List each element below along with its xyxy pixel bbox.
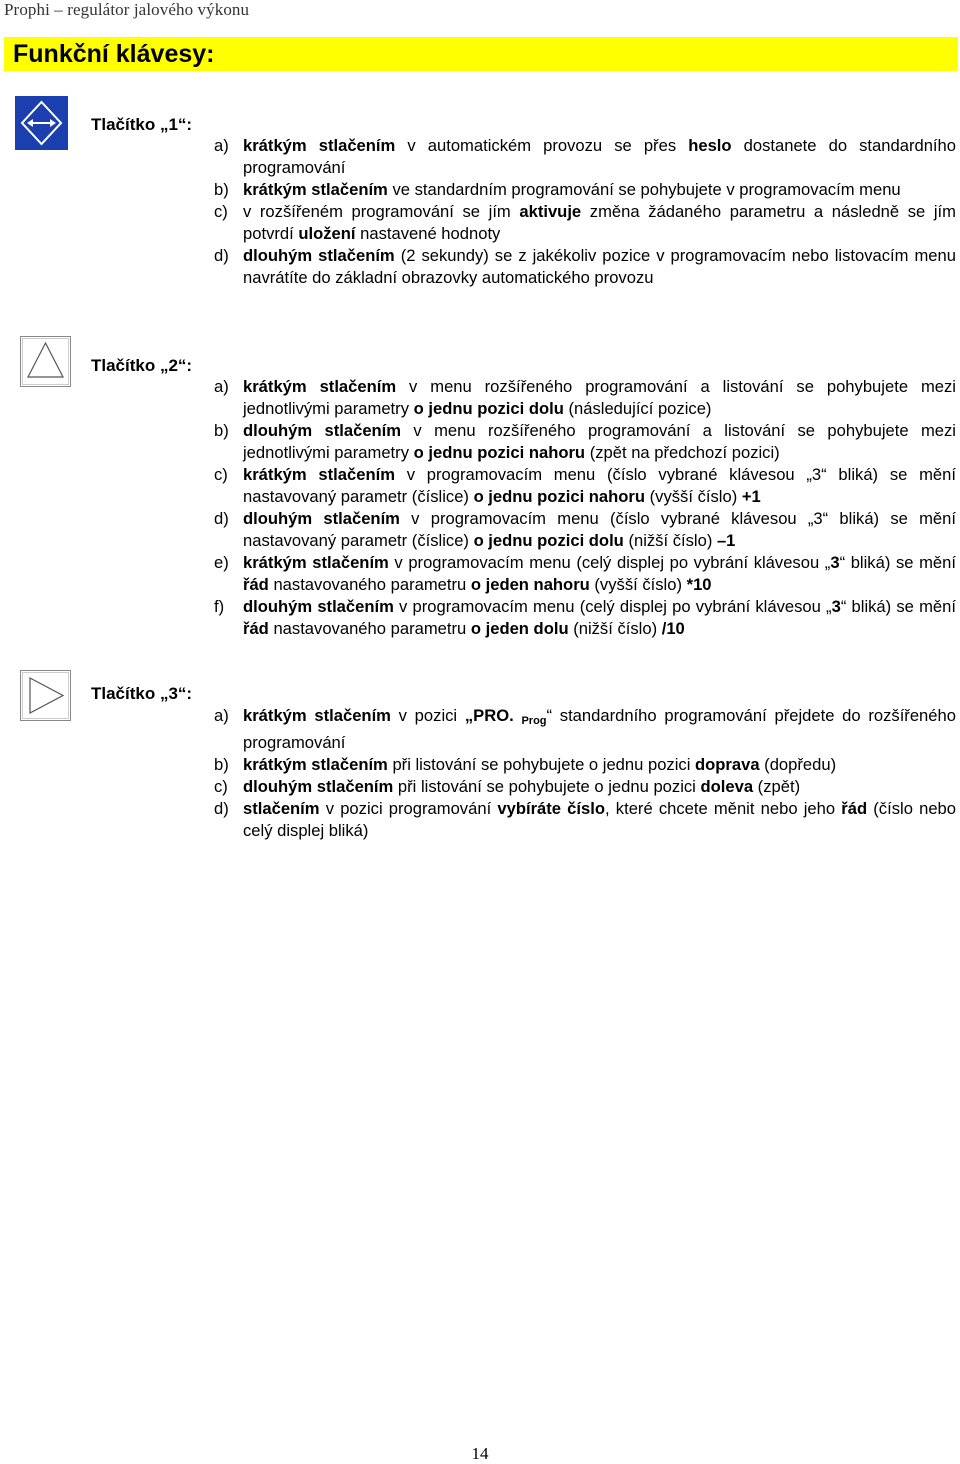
list-item [214, 596, 956, 640]
emphasis-text: uložení [298, 224, 356, 243]
list-item [214, 464, 956, 508]
emphasis-text: heslo [688, 136, 732, 155]
running-header: Prophi – regulátor jalového výkonu [4, 0, 250, 19]
text-run: v automatickém provozu se přes [395, 136, 689, 155]
list-item-text [243, 245, 956, 289]
text-run: “ standardního programování přejdete do rozšířeného programování [243, 706, 956, 752]
emphasis-text: krátkým stlačením [243, 136, 396, 155]
list-item-letter: c) [214, 777, 228, 796]
emphasis-text: Prog [521, 715, 547, 727]
up-triangle-icon [20, 336, 71, 387]
list-item-text [243, 754, 956, 776]
key-2-list [214, 376, 956, 640]
text-run: (vyšší číslo) [589, 575, 687, 594]
list-item [214, 420, 956, 464]
emphasis-text: vybíráte číslo [497, 799, 605, 818]
text-run: v programovacím menu (celý displej po vybrání klávesou „ [388, 553, 831, 572]
list-item [214, 508, 956, 552]
text-run: nastavovaného parametru [268, 575, 471, 594]
list-item-text [243, 798, 956, 842]
text-run: ve standardním programování se pohybujete v programovacím menu [387, 180, 901, 199]
list-item [214, 798, 956, 842]
enter-arrows-icon [15, 96, 68, 150]
emphasis-text: doprava [695, 755, 760, 774]
emphasis-text: o jednu pozici nahoru [413, 443, 586, 462]
emphasis-text: stlačením [243, 799, 320, 818]
page-number: 14 [471, 1444, 489, 1463]
text-run: při listování se pohybujete o jednu pozici [387, 755, 695, 774]
text-run: při listování se pohybujete o jednu pozici [393, 777, 701, 796]
list-item-text [243, 179, 956, 201]
text-run: v programovacím menu (celý displej po vybrání klávesou „ [393, 597, 832, 616]
list-item-text [243, 508, 956, 552]
list-item-letter: a) [214, 706, 229, 725]
text-run: (nižší číslo) [623, 531, 717, 550]
list-item [214, 135, 956, 179]
list-item-letter: f) [214, 597, 225, 616]
list-item-letter: b) [214, 421, 229, 440]
section-title-bar [4, 37, 958, 71]
emphasis-text: +1 [741, 487, 761, 506]
text-run: v menu rozšířeného programování a listování se pohybujete mezi jednotlivými parametry [243, 377, 956, 418]
emphasis-text: o jednu pozici nahoru [473, 487, 646, 506]
list-item [214, 776, 956, 798]
list-item-text [243, 705, 956, 754]
emphasis-text: –1 [716, 531, 736, 550]
emphasis-text: řád [243, 619, 269, 638]
emphasis-text: „PRO. [464, 706, 514, 725]
emphasis-text: dlouhým stlačením [243, 421, 402, 440]
key-1-label: Tlačítko „1“: [91, 115, 193, 134]
emphasis-text: dlouhým stlačením [243, 777, 394, 796]
list-item-text [243, 135, 956, 179]
text-run: změna žádaného parametru a následně se jím potvrdí [243, 202, 956, 243]
list-item-letter: b) [214, 180, 229, 199]
right-triangle-icon [20, 670, 71, 721]
emphasis-text: krátkým stlačením [243, 465, 395, 484]
text-run: v menu rozšířeného programování a listování se pohybujete mezi jednotlivými parametry [243, 421, 956, 462]
emphasis-text: doleva [700, 777, 754, 796]
text-run: (číslo nebo celý displej bliká) [243, 799, 957, 840]
list-item-text [243, 552, 956, 596]
list-item-text [243, 201, 956, 245]
text-run: (dopředu) [759, 755, 837, 774]
text-run: nastavené hodnoty [355, 224, 501, 243]
text-run: v pozici [390, 706, 465, 725]
text-run: (2 sekundy) se z jakékoliv pozice v programovacím nebo listovacím menu navrátíte do základní obrazovky automatického provozu [243, 246, 956, 287]
list-item [214, 754, 956, 776]
text-run: (zpět na předchozí pozici) [585, 443, 780, 462]
key-3-list [214, 705, 956, 842]
text-run: v rozšířeném programování se jím [243, 202, 520, 221]
list-item-letter: b) [214, 755, 229, 774]
list-item-letter: d) [214, 799, 229, 818]
list-item-text [243, 420, 956, 464]
list-item [214, 705, 956, 754]
key-3-label: Tlačítko „3“: [91, 684, 193, 703]
text-run: v pozici programování [319, 799, 498, 818]
emphasis-text: krátkým stlačením [243, 377, 397, 396]
section-title: Funkční klávesy: [13, 40, 215, 68]
emphasis-text: *10 [686, 575, 712, 594]
emphasis-text: o jednu pozici dolu [413, 399, 564, 418]
text-run: (následující pozice) [563, 399, 712, 418]
text-run: “ bliká) se mění [839, 553, 956, 572]
text-run: v programovacím menu (číslo vybrané klávesou „3“ bliká) se mění nastavovaný parametr (číslice) [243, 465, 956, 506]
emphasis-text: o jeden dolu [470, 619, 569, 638]
list-item-letter: a) [214, 136, 229, 155]
emphasis-text: o jeden nahoru [470, 575, 590, 594]
emphasis-text: dlouhým stlačením [243, 509, 400, 528]
list-item-letter: c) [214, 202, 228, 221]
emphasis-text: krátkým stlačením [243, 180, 388, 199]
list-item-letter: c) [214, 465, 228, 484]
emphasis-text: aktivuje [519, 202, 582, 221]
text-run: dostanete do standardního programování [243, 136, 956, 177]
text-run: (nižší číslo) [568, 619, 662, 638]
emphasis-text: dlouhým stlačením [243, 597, 394, 616]
emphasis-text: 3 [830, 553, 840, 572]
list-item [214, 552, 956, 596]
text-run: “ bliká) se mění [840, 597, 956, 616]
list-item-letter: d) [214, 509, 229, 528]
list-item-letter: e) [214, 553, 229, 572]
list-item-text [243, 376, 956, 420]
emphasis-text: dlouhým stlačením [243, 246, 395, 265]
text-run: (zpět) [753, 777, 801, 796]
key-2-label: Tlačítko „2“: [91, 356, 193, 375]
key-1-list [214, 135, 956, 289]
emphasis-text: /10 [661, 619, 685, 638]
emphasis-text: krátkým stlačením [243, 553, 389, 572]
list-item [214, 245, 956, 289]
text-run: , které chcete měnit nebo jeho [605, 799, 842, 818]
emphasis-text: 3 [831, 597, 841, 616]
list-item-text [243, 776, 956, 798]
list-item [214, 179, 956, 201]
list-item-text [243, 596, 956, 640]
list-item-letter: a) [214, 377, 229, 396]
emphasis-text: řád [243, 575, 269, 594]
list-item-text [243, 464, 956, 508]
list-item [214, 376, 956, 420]
text-run: (vyšší číslo) [645, 487, 742, 506]
emphasis-text: krátkým stlačením [243, 755, 388, 774]
emphasis-text: řád [841, 799, 868, 818]
text-run: v programovacím menu (číslo vybrané klávesou „3“ bliká) se mění nastavovaný parametr (číslice) [243, 509, 956, 550]
list-item-letter: d) [214, 246, 229, 265]
emphasis-text: krátkým stlačením [243, 706, 391, 725]
list-item [214, 201, 956, 245]
text-run: nastavovaného parametru [268, 619, 471, 638]
emphasis-text: o jednu pozici dolu [473, 531, 624, 550]
